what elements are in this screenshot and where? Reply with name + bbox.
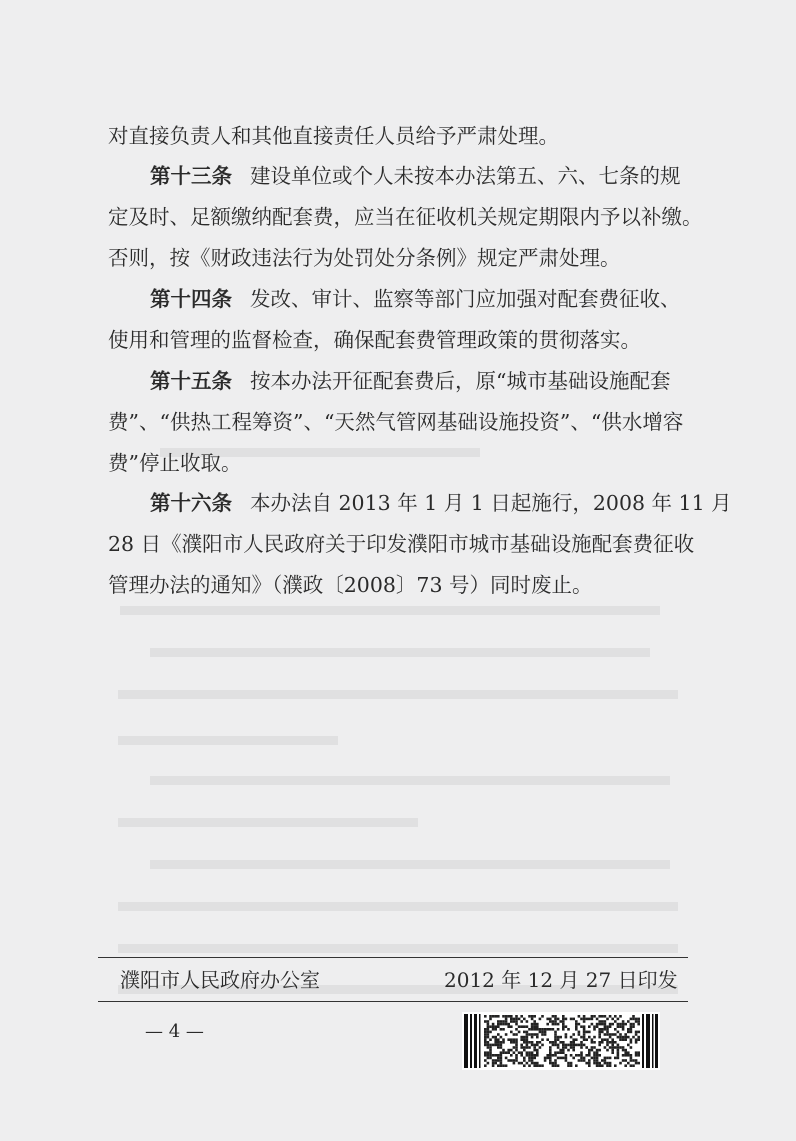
- issue-date: 2012 年 12 月 27 日印发: [444, 968, 678, 992]
- footer-top-rule: [98, 957, 688, 958]
- article-13-text: 建设单位或个人未按本办法第五、六、七条的规: [250, 164, 681, 188]
- text-line: 否则，按《财政违法行为处罚处分条例》规定严肃处理。: [108, 246, 621, 270]
- text-line: 费”停止收取。: [108, 451, 242, 475]
- article-14-label: 第十四条: [150, 287, 232, 311]
- barcode-icon: [462, 1012, 660, 1070]
- text-line: 管理办法的通知》（濮政〔2008〕73 号）同时废止。: [108, 573, 593, 597]
- text-line: 费”、“供热工程筹资”、“天然气管网基础设施投资”、“供水增容: [108, 410, 684, 434]
- footer-bottom-rule: [98, 1001, 688, 1002]
- article-14-text: 发改、审计、监察等部门应加强对配套费征收、: [250, 287, 681, 311]
- article-15-line: [150, 367, 750, 395]
- article-15-text: 按本办法开征配套费后，原“城市基础设施配套: [250, 369, 671, 393]
- article-13-line: [150, 162, 750, 190]
- article-16-label: 第十六条: [150, 491, 232, 515]
- text-line: 使用和管理的监督检查，确保配套费管理政策的贯彻落实。: [108, 328, 641, 352]
- article-16-line: [150, 489, 750, 517]
- article-15-label: 第十五条: [150, 369, 232, 393]
- article-14-line: [150, 285, 750, 313]
- text-line: 28 日《濮阳市人民政府关于印发濮阳市城市基础设施配套费征收: [108, 532, 695, 556]
- issuer-name: 濮阳市人民政府办公室: [120, 968, 320, 992]
- page-number: — 4 —: [145, 1021, 204, 1042]
- text-line: 对直接负责人和其他直接责任人员给予严肃处理。: [108, 124, 559, 148]
- text-line: 定及时、足额缴纳配套费，应当在征收机关规定期限内予以补缴。: [108, 205, 703, 229]
- article-13-label: 第十三条: [150, 164, 232, 188]
- article-16-text: 本办法自 2013 年 1 月 1 日起施行，2008 年 11 月: [250, 491, 732, 515]
